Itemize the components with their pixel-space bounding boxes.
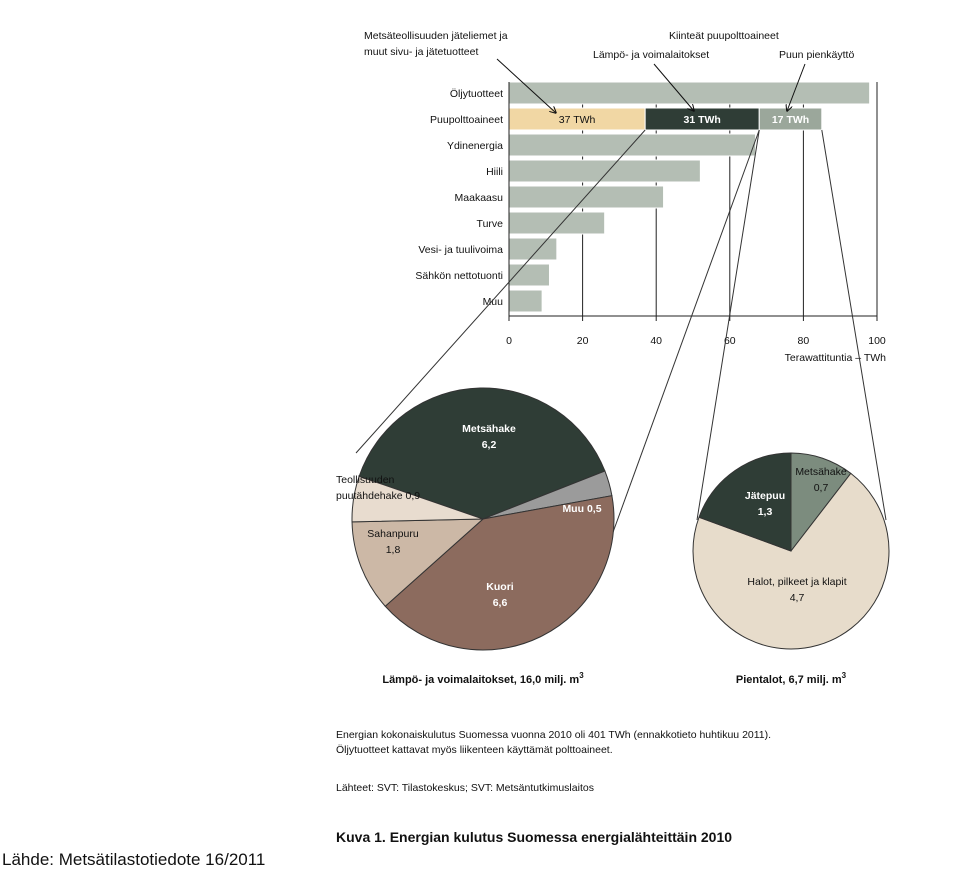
- pie-label-name: Jätepuu: [744, 490, 786, 502]
- pie-label-value: 1,8: [385, 544, 401, 556]
- pie-label-value: 0,7: [813, 482, 829, 494]
- category-label: Hiili: [486, 166, 503, 178]
- bar: [509, 82, 870, 104]
- wood-segment-label: 31 TWh: [683, 114, 721, 126]
- x-tick-label: 100: [868, 335, 886, 347]
- pie-title: Lämpö- ja voimalaitokset, 16,0 milj. $m^3$: [382, 671, 584, 686]
- category-label: Öljytuotteet: [449, 88, 503, 100]
- pie-label-name: Metsähake: [462, 423, 516, 435]
- category-label: Maakaasu: [454, 192, 503, 204]
- annotation-text: Metsäteollisuuden jäteliemet ja: [364, 30, 508, 42]
- category-label: Ydinenergia: [446, 140, 503, 152]
- pie-label-value: 1,3: [757, 506, 773, 518]
- category-label: Muu: [482, 296, 503, 308]
- figure-title: Kuva 1. Energian kulutus Suomessa energialähteittäin 2010: [336, 829, 733, 845]
- pie-label-value: 6,2: [481, 439, 497, 451]
- pie-label-name: Metsähake: [795, 466, 847, 478]
- wood-segment-label: 37 TWh: [558, 114, 596, 126]
- bars: [415, 82, 869, 312]
- category-label: Puupolttoaineet: [430, 114, 503, 126]
- x-tick-label: 40: [650, 335, 663, 347]
- bar: [509, 186, 664, 208]
- x-axis-label: Terawattituntia – TWh: [784, 352, 886, 364]
- pie-lampo-voimalaitokset: [336, 388, 614, 686]
- category-label: Sähkön nettotuonti: [415, 270, 503, 282]
- wood-segment-label: 17 TWh: [771, 114, 810, 126]
- pie-label-name: Kuori: [486, 581, 514, 593]
- pie-title: Pientalot, 6,7 milj. $m^3$: [735, 671, 847, 686]
- annotation-text: Kiinteät puupolttoaineet: [669, 30, 779, 42]
- pie-label: Teollisuuden puutähdehake 0,9: [336, 474, 421, 502]
- category-label: Turve: [476, 218, 503, 230]
- x-tick-label: 60: [723, 335, 736, 347]
- bar: [509, 160, 700, 182]
- category-label: Vesi- ja tuulivoima: [418, 244, 503, 256]
- pie-label-name: Halot, pilkeet ja klapit: [747, 576, 847, 588]
- pie-label-name: Sahanpuru: [367, 528, 419, 540]
- annotation-text: muut sivu- ja jätetuotteet: [364, 46, 479, 58]
- pie-pientalot: [693, 453, 889, 686]
- source-caption: Lähde: Metsätilastotiedote 16/2011: [2, 850, 266, 869]
- pie-label-value: 6,6: [492, 597, 508, 609]
- pie-label: Muu 0,5: [562, 503, 602, 515]
- sources-note: Lähteet: SVT: Tilastokeskus; SVT: Metsäntutkimuslaitos: [336, 782, 594, 794]
- x-tick-label: 80: [797, 335, 810, 347]
- bar: [509, 290, 542, 312]
- note-line-1: Energian kokonaiskulutus Suomessa vuonna 2010 oli 401 TWh (ennakkotieto huhtikuu 2011).: [336, 729, 772, 741]
- pie-label-value: 4,7: [789, 592, 805, 604]
- x-tick-label: 0: [506, 335, 512, 347]
- annotation-text: Lämpö- ja voimalaitokset: [593, 49, 710, 61]
- x-tick-label: 20: [576, 335, 589, 347]
- bar: [509, 238, 557, 260]
- bar: [509, 212, 605, 234]
- note-line-2: Öljytuotteet kattavat myös liikenteen käyttämät polttoaineet.: [336, 744, 613, 756]
- annotation-text: Puun pienkäyttö: [779, 49, 855, 61]
